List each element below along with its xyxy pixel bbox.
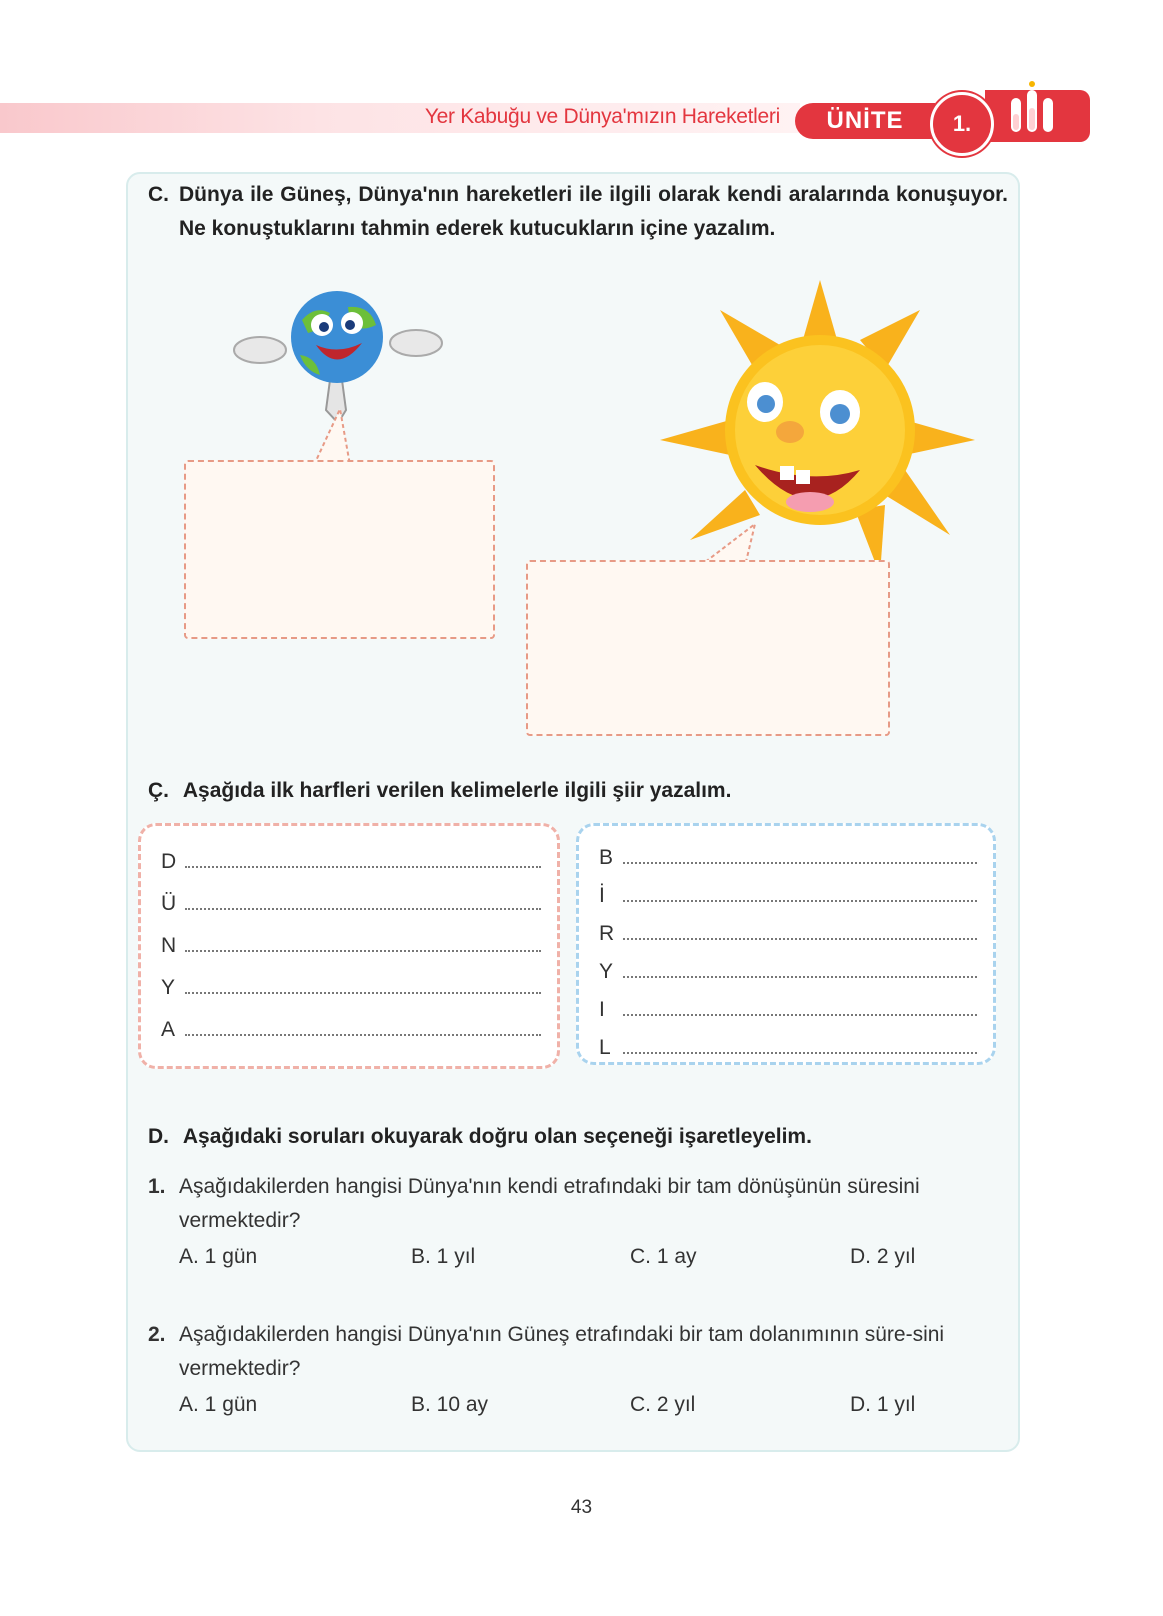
earth-speech-box[interactable] [184,460,495,639]
option-a[interactable]: A. 1 gün [179,1393,258,1416]
sun-speech-box[interactable] [526,560,890,736]
poem-box-biryil [576,823,996,1065]
section-cc [148,774,1008,808]
unit-number: 1. [930,92,994,156]
section-c [148,178,1008,246]
section-d-instruction: Aşağıdaki soruları okuyarak doğru olan seçeneği işaretleyelim. [182,1125,812,1148]
option-d[interactable]: D. 2 yıl [850,1245,916,1268]
poem-line[interactable]: B [599,830,977,870]
section-cc-letter: Ç. [148,779,169,802]
poem-line[interactable]: R [599,906,977,946]
earth-speech-tail [310,405,360,465]
poem-line[interactable]: A [161,1002,541,1042]
page-number: 43 [570,1497,593,1518]
option-c[interactable]: C. 1 ay [630,1245,697,1268]
poem-box-dunya [138,823,560,1069]
unit-label: ÜNİTE [795,103,935,139]
poem-line[interactable]: Ü [161,876,541,916]
question-1 [148,1170,998,1238]
option-a[interactable]: A. 1 gün [179,1245,258,1268]
poem-line[interactable]: L [599,1020,977,1060]
option-b[interactable]: B. 10 ay [411,1393,489,1416]
question-text: Aşağıdakilerden hangisi Dünya'nın Güneş etrafındaki bir tam dolanımının süre-sini vermektedir? [179,1323,945,1380]
option-d[interactable]: D. 1 yıl [850,1393,916,1416]
poem-line[interactable]: Y [161,960,541,1000]
question-text: Aşağıdakilerden hangisi Dünya'nın kendi etrafındaki bir tam dönüşünün süresini vermektedir? [179,1175,920,1232]
poem-line[interactable]: N [161,918,541,958]
option-c[interactable]: C. 2 yıl [630,1393,696,1416]
poem-line[interactable]: Y [599,944,977,984]
poem-line[interactable]: I [599,982,977,1022]
section-cc-instruction: Aşağıda ilk harfleri verilen kelimelerle ilgili şiir yazalım. [182,779,732,802]
poem-line[interactable]: İ [599,868,977,908]
section-d-letter: D. [148,1125,169,1148]
question-number: 2. [148,1323,166,1346]
test-tube-icon [1005,78,1065,138]
option-b[interactable]: B. 1 yıl [411,1245,476,1268]
section-d [148,1120,1008,1154]
chapter-title: Yer Kabuğu ve Dünya'mızın Hareketleri [424,105,780,128]
section-c-letter: C. [148,183,169,206]
question-number: 1. [148,1175,166,1198]
poem-line[interactable]: D [161,834,541,874]
question-2 [148,1318,998,1386]
section-c-instruction: Dünya ile Güneş, Dünya'nın hareketleri ile ilgili olarak kendi aralarında konuşuyor. Ne konuştuklarını tahmin ederek kutucukların içine yazalım. [179,183,1008,240]
